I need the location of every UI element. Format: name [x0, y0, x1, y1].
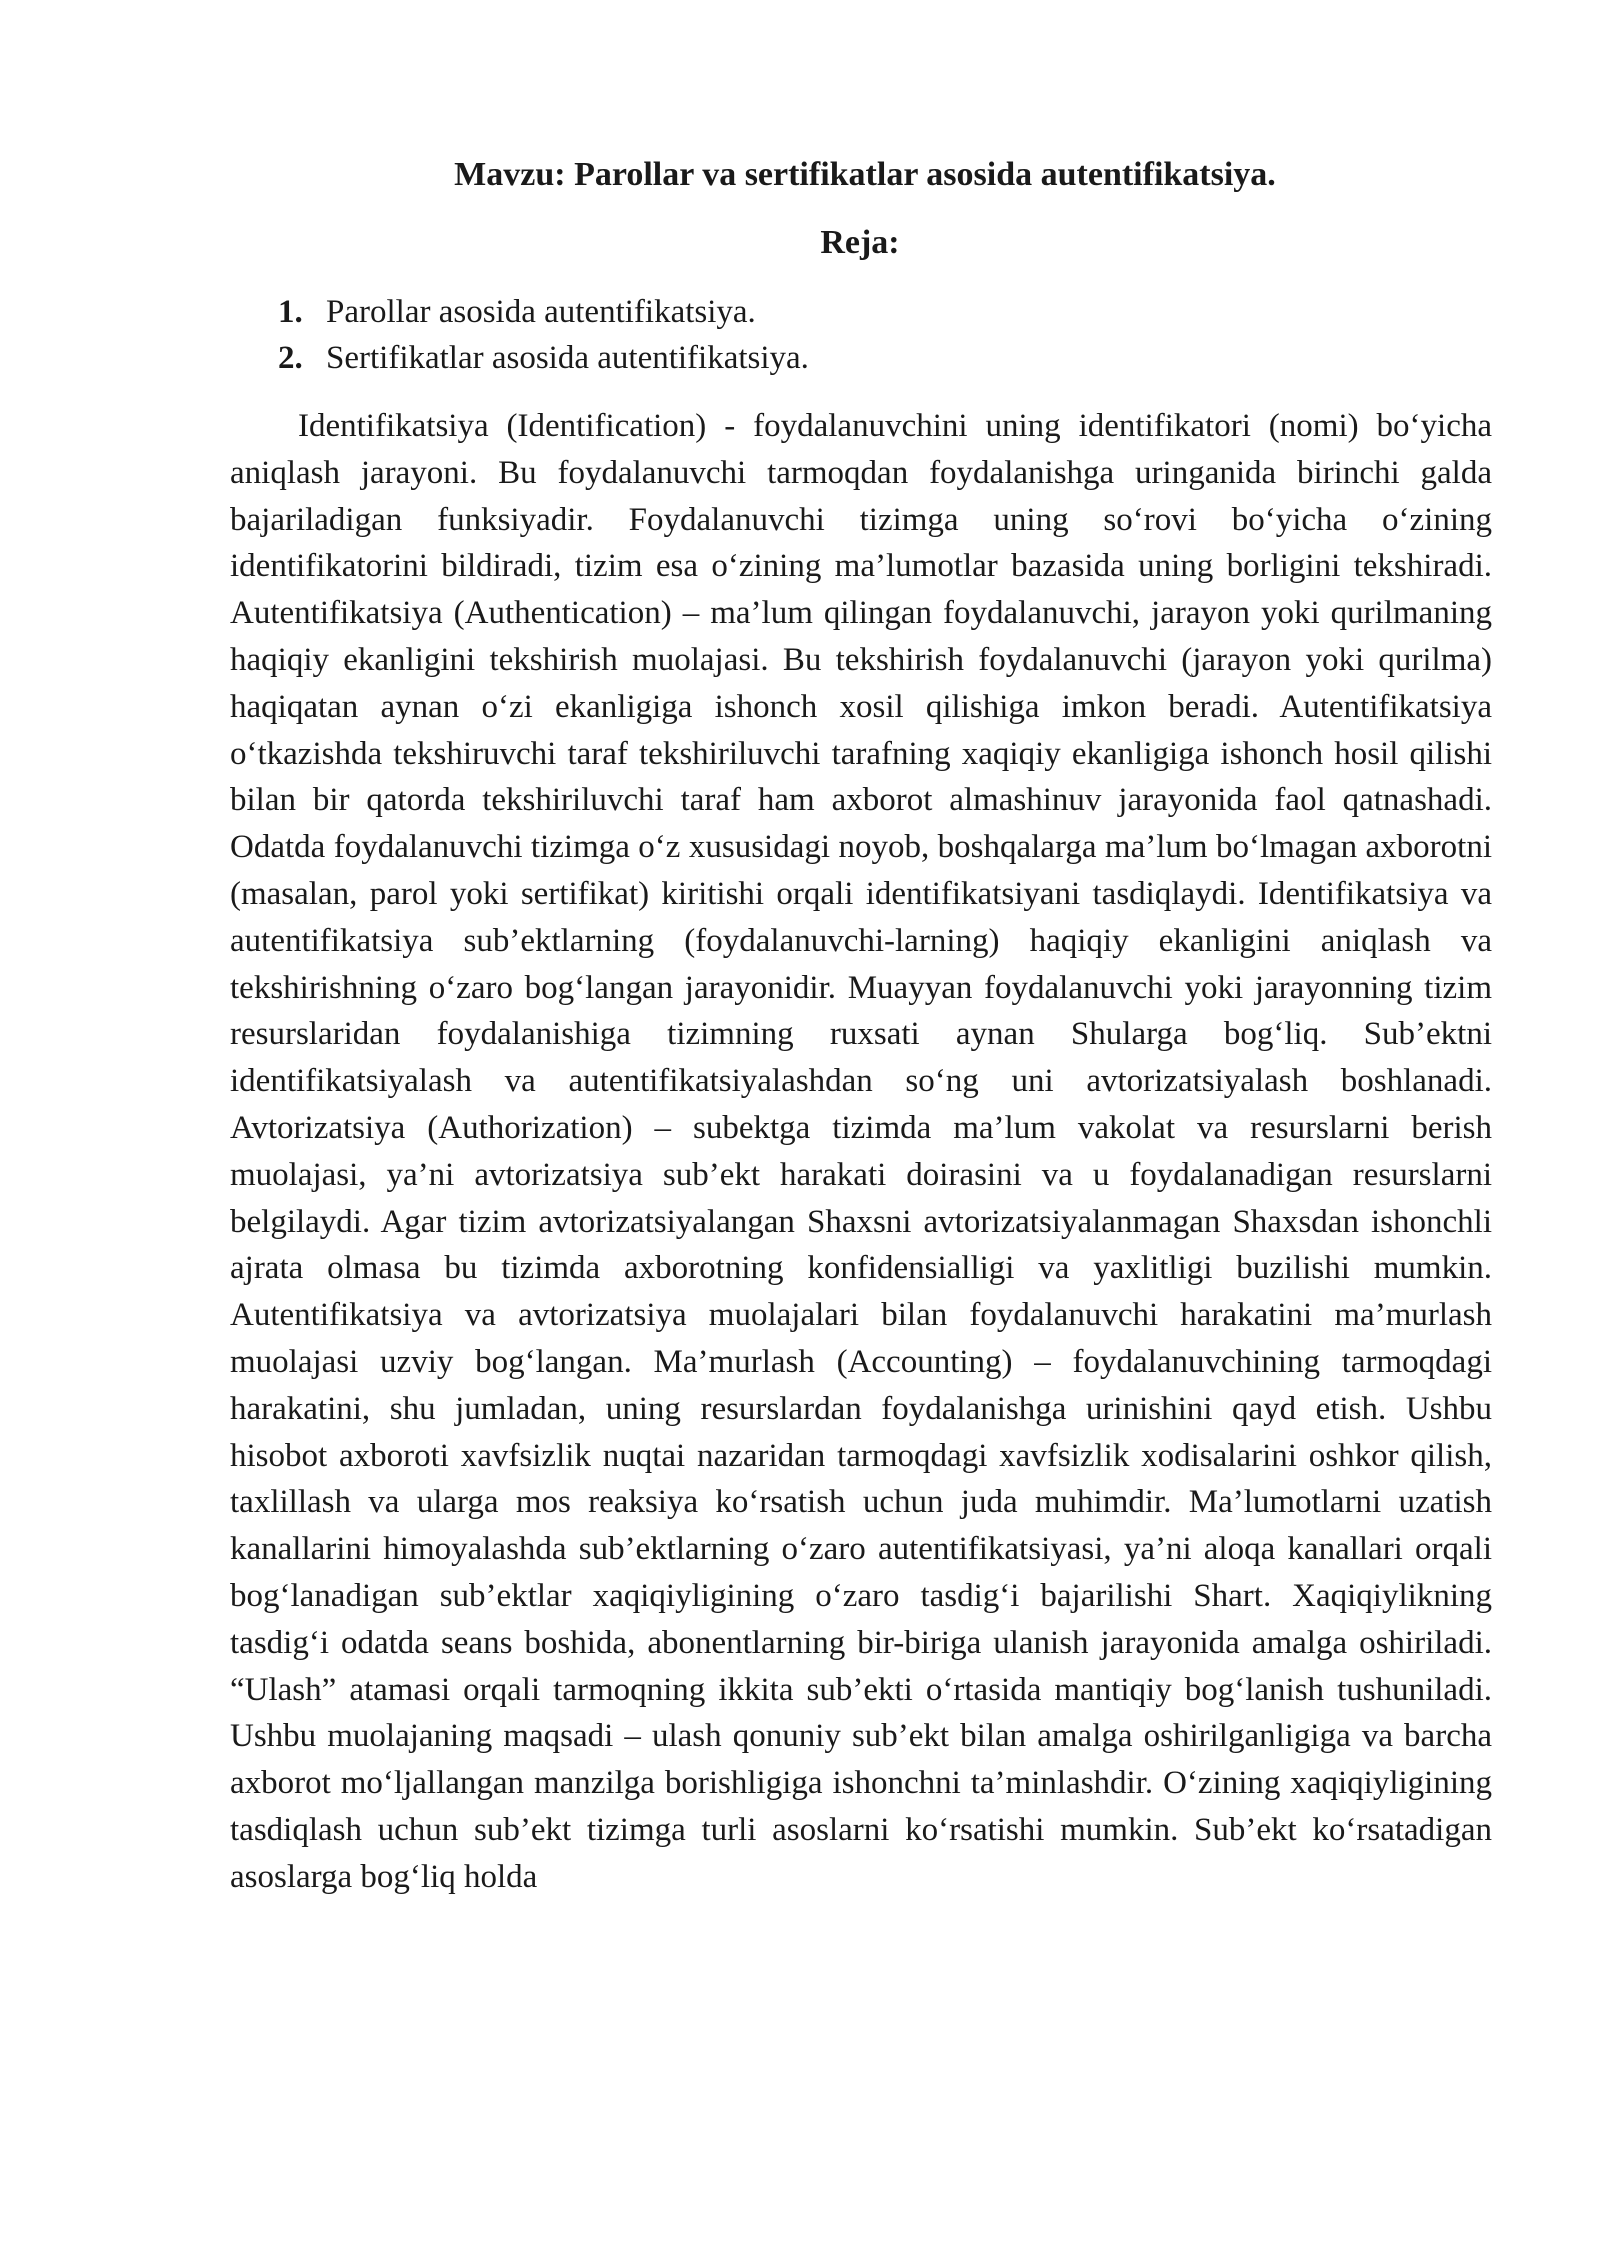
- plan-item: [278, 335, 809, 381]
- plan-heading: Reja:: [820, 224, 900, 261]
- plan-item: [278, 289, 809, 335]
- plan-list: [278, 289, 809, 381]
- plan-item-text: Sertifikatlar asosida autentifikatsiya.: [326, 340, 809, 376]
- body-paragraph: Identifikatsiya (Identification) - foydalanuvchini uning identifikatori (nomi) bo‘yicha aniqlash jarayoni. Bu foydalanuvchi tarmoqdan foydalanishga uringanida birinchi galda bajariladigan funksiyadir. Foydalanuvchi tizimga uning so‘rovi bo‘yicha o‘zining identifikatorini bildiradi, tizim esa o‘zining ma’lumotlar bazasida uning borligini tekshiradi. Autentifikatsiya (Authentication) – ma’lum qilingan foydalanuvchi, jarayon yoki qurilmaning haqiqiy ekanligini tekshirish muolajasi. Bu tekshirish foydalanuvchi (jarayon yoki qurilma) haqiqatan aynan o‘zi ekanligiga ishonch xosil qilishiga imkon beradi. Autentifikatsiya o‘tkazishda tekshiruvchi taraf tekshiriluvchi tarafning xaqiqiy ekanligiga ishonch hosil qilishi bilan bir qatorda tekshiriluvchi taraf ham axborot almashinuv jarayonida faol qatnashadi. Odatda foydalanuvchi tizimga o‘z xususidagi noyob, boshqalarga ma’lum bo‘lmagan axborotni (masalan, parol yoki sertifikat) kiritishi orqali identifikatsiyani tasdiqlaydi. Identifikatsiya va autentifikatsiya sub’ektlarning (foydalanuvchi-larning) haqiqiy ekanligini aniqlash va tekshirishning o‘zaro bog‘langan jarayonidir. Muayyan foydalanuvchi yoki jarayonning tizim resurslaridan foydalanishiga tizimning ruxsati aynan Shularga bog‘liq. Sub’ektni identifikatsiyalash va autentifikatsiyalashdan so‘ng uni avtorizatsiyalash boshlanadi. Avtorizatsiya (Authorization) – subektga tizimda ma’lum vakolat va resurslarni berish muolajasi, ya’ni avtorizatsiya sub’ekt harakati doirasini va u foydalanadigan resurslarni belgilaydi. Agar tizim avtorizatsiyalangan Shaxsni avtorizatsiyalanmagan Shaxsdan ishonchli ajrata olmasa bu tizimda axborotning konfidensialligi va yaxlitligi buzilishi mumkin. Autentifikatsiya va avtorizatsiya muolajalari bilan foydalanuvchi harakatini ma’murlash muolajasi uzviy bog‘langan. Ma’murlash (Accounting) – foydalanuvchining tarmoqdagi harakatini, shu jumladan, uning resurslardan foydalanishga urinishini qayd etish. Ushbu hisobot axboroti xavfsizlik nuqtai nazaridan tarmoqdagi xavfsizlik xodisalarini oshkor qilish, taxlillash va ularga mos reaksiya ko‘rsatish uchun juda muhimdir. Ma’lumotlarni uzatish kanallarini himoyalashda sub’ektlarning o‘zaro autentifikatsiyasi, ya’ni aloqa kanallari orqali bog‘lanadigan sub’ektlar xaqiqiyligining o‘zaro tasdig‘i bajarilishi Shart. Xaqiqiylikning tasdig‘i odatda seans boshida, abonentlarning bir-biriga ulanish jarayonida amalga oshiriladi. “Ulash” atamasi orqali tarmoqning ikkita sub’ekti o‘rtasida mantiqiy bog‘lanish tushuniladi. Ushbu muolajaning maqsadi – ulash qonuniy sub’ekt bilan amalga oshirilganligiga va barcha axborot mo‘ljallangan manzilga borishligiga ishonchni ta’minlashdir. O‘zining xaqiqiyligining tasdiqlash uchun sub’ekt tizimga turli asoslarni ko‘rsatishi mumkin. Sub’ekt ko‘rsatadigan asoslarga bog‘liq holda: [230, 408, 1492, 1895]
- plan-item-number: 2.: [278, 340, 303, 376]
- plan-item-number: 1.: [278, 294, 303, 330]
- plan-item-text: Parollar asosida autentifikatsiya.: [326, 294, 756, 330]
- document-title: Mavzu: Parollar va sertifikatlar asosida autentifikatsiya.: [454, 156, 1276, 193]
